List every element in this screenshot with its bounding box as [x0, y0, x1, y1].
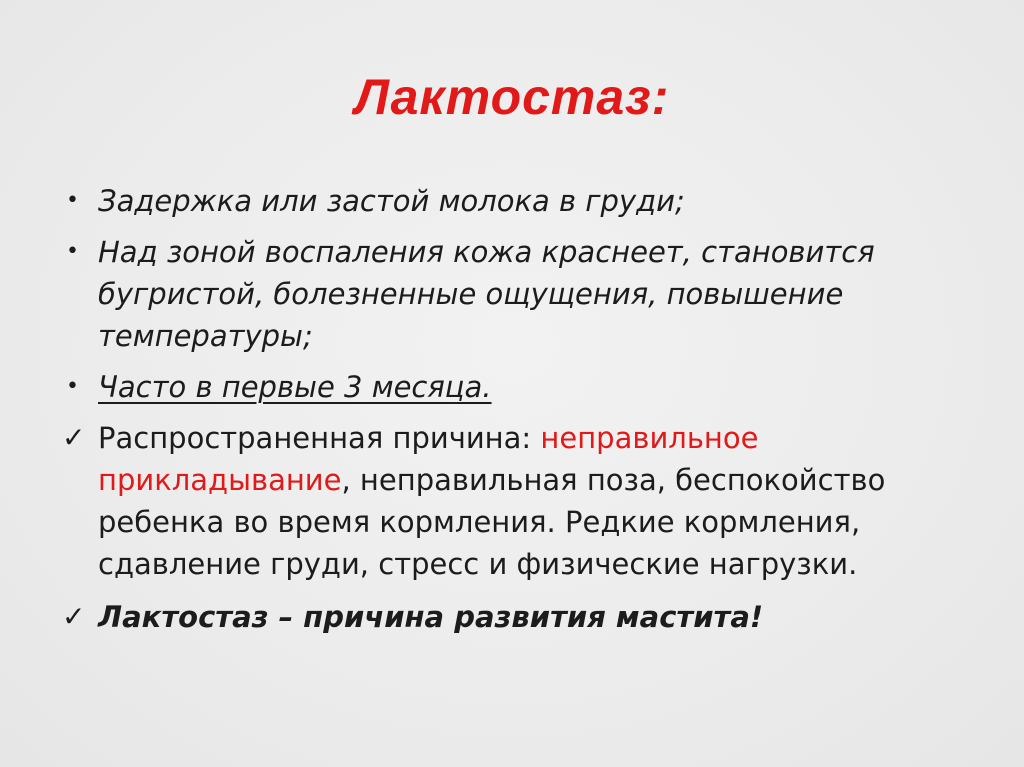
list-item	[62, 417, 962, 585]
list-item-text: Лактостаз – причина развития мастита!	[98, 600, 764, 634]
list-item	[62, 366, 962, 408]
bullet-icon: •	[66, 188, 79, 213]
checkmark-icon: ✓	[62, 421, 86, 454]
list-item-text: Задержка или застой молока в груди;	[98, 184, 685, 218]
bullet-icon: •	[66, 374, 79, 399]
bullet-list	[62, 180, 962, 647]
bullet-icon: •	[66, 239, 79, 264]
list-item	[62, 231, 962, 357]
list-item-text: Часто в первые 3 месяца.	[98, 370, 492, 404]
slide-title: Лактостаз:	[354, 69, 670, 125]
list-item-text-continued: , неправильная поза, беспокойство ребенка во время кормления. Редкие кормления, сдавление груди, стресс и физические нагрузки.	[98, 463, 886, 581]
list-item	[62, 180, 962, 222]
list-item	[62, 596, 962, 638]
list-item-text: Над зоной воспаления кожа краснеет, становится бугристой, болезненные ощущения, повышение температуры;	[98, 235, 875, 353]
list-item-text: Распространенная причина:	[98, 421, 541, 455]
highlighted-text: неправильное прикладывание	[98, 421, 759, 497]
checkmark-icon: ✓	[62, 600, 86, 633]
